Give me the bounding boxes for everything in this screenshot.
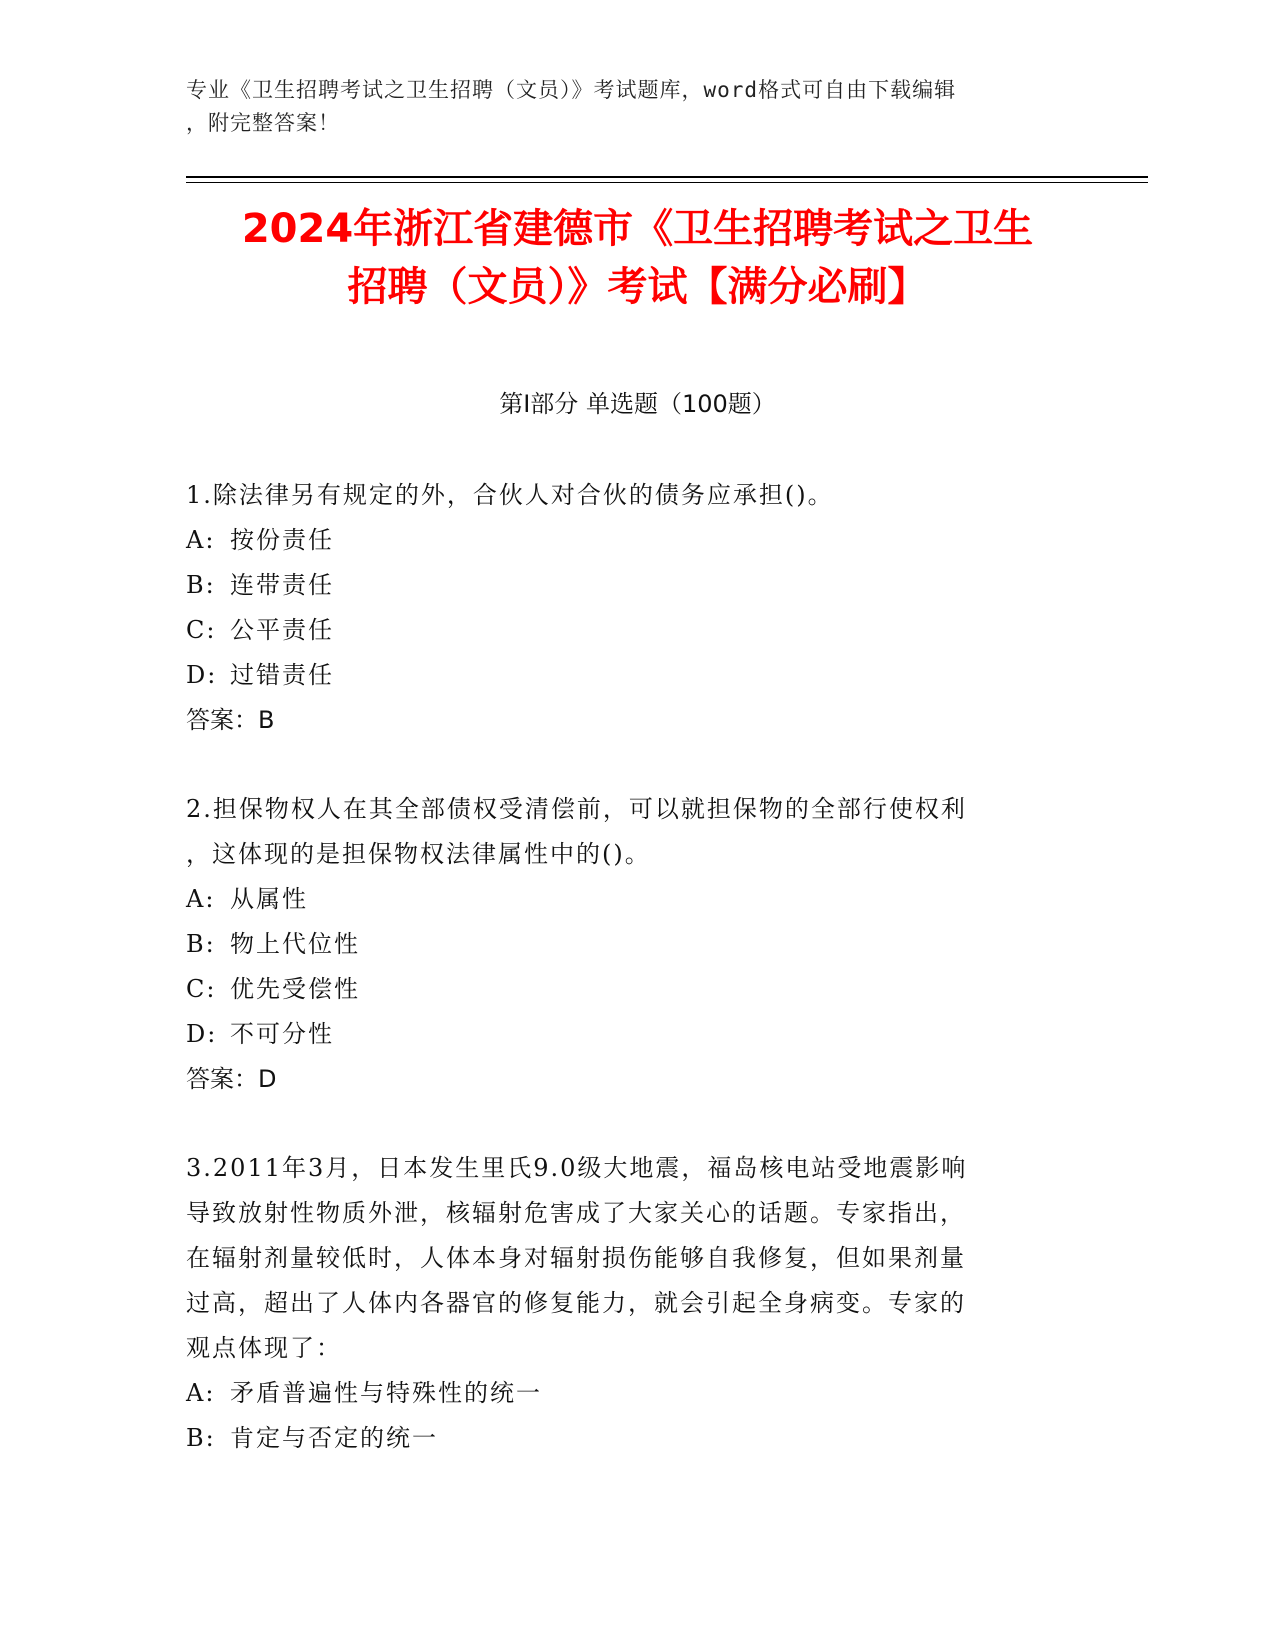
option-text: 不可分性 xyxy=(230,1020,334,1048)
option-key: A: xyxy=(186,1379,216,1407)
option-text: 从属性 xyxy=(230,885,308,913)
option-d xyxy=(186,1012,1086,1057)
answer-line: 答案：D xyxy=(186,1065,277,1093)
answer-line: 答案：B xyxy=(186,706,275,734)
option-text: 优先受偿性 xyxy=(230,975,360,1003)
question-stem-line-3: 在辐射剂量较低时，人体本身对辐射损伤能够自我修复，但如果剂量 xyxy=(186,1244,966,1272)
option-key: B: xyxy=(186,1424,216,1452)
option-text: 物上代位性 xyxy=(230,930,360,958)
option-key: D: xyxy=(186,1020,218,1048)
option-text: 肯定与否定的统一 xyxy=(230,1424,438,1452)
document-title-line-1: 2024年浙江省建德市《卫生招聘考试之卫生 xyxy=(241,206,1034,252)
document-title-line-2: 招聘（文员）》考试【满分必刷】 xyxy=(347,264,928,310)
question-stem-line-1: 3.2011年3月，日本发生里氏9.0级大地震，福岛核电站受地震影响 xyxy=(186,1154,968,1182)
option-key: C: xyxy=(186,616,217,644)
option-text: 连带责任 xyxy=(230,571,334,599)
option-a xyxy=(186,518,1086,563)
option-text: 按份责任 xyxy=(230,526,334,554)
option-key: C: xyxy=(186,975,217,1003)
question-stem-line-5: 观点体现了： xyxy=(186,1334,342,1362)
header-rule-thin xyxy=(186,182,1148,183)
section-title: 第Ⅰ部分 单选题（100题） xyxy=(499,390,776,418)
header-note xyxy=(186,74,1086,140)
header-note-line-2: ，附完整答案！ xyxy=(186,111,340,135)
option-c xyxy=(186,608,1086,653)
header-note-line-1: 专业《卫生招聘考试之卫生招聘（文员）》考试题库，word格式可自由下载编辑 xyxy=(186,78,957,102)
option-d xyxy=(186,653,1086,698)
option-b xyxy=(186,922,1086,967)
option-a xyxy=(186,877,1086,922)
option-text: 矛盾普遍性与特殊性的统一 xyxy=(230,1379,542,1407)
option-c xyxy=(186,967,1086,1012)
question-1 xyxy=(186,473,1086,743)
question-stem-line-2: ，这体现的是担保物权法律属性中的()。 xyxy=(186,840,651,868)
option-text: 过错责任 xyxy=(230,661,334,689)
option-b xyxy=(186,563,1086,608)
question-stem: 1.除法律另有规定的外，合伙人对合伙的债务应承担()。 xyxy=(186,481,834,509)
question-stem-line-4: 过高，超出了人体内各器官的修复能力，就会引起全身病变。专家的 xyxy=(186,1289,966,1317)
document-title xyxy=(150,200,1125,316)
question-3 xyxy=(186,1146,1086,1461)
option-key: A: xyxy=(186,526,216,554)
option-key: B: xyxy=(186,571,216,599)
question-stem-line-2: 导致放射性物质外泄，核辐射危害成了大家关心的话题。专家指出， xyxy=(186,1199,966,1227)
option-key: D: xyxy=(186,661,218,689)
option-text: 公平责任 xyxy=(230,616,334,644)
question-2 xyxy=(186,787,1086,1102)
option-key: A: xyxy=(186,885,216,913)
header-rule-thick xyxy=(186,176,1148,178)
question-stem-line-1: 2.担保物权人在其全部债权受清偿前，可以就担保物的全部行使权利 xyxy=(186,795,967,823)
option-key: B: xyxy=(186,930,216,958)
option-b xyxy=(186,1416,1086,1461)
option-a xyxy=(186,1371,1086,1416)
